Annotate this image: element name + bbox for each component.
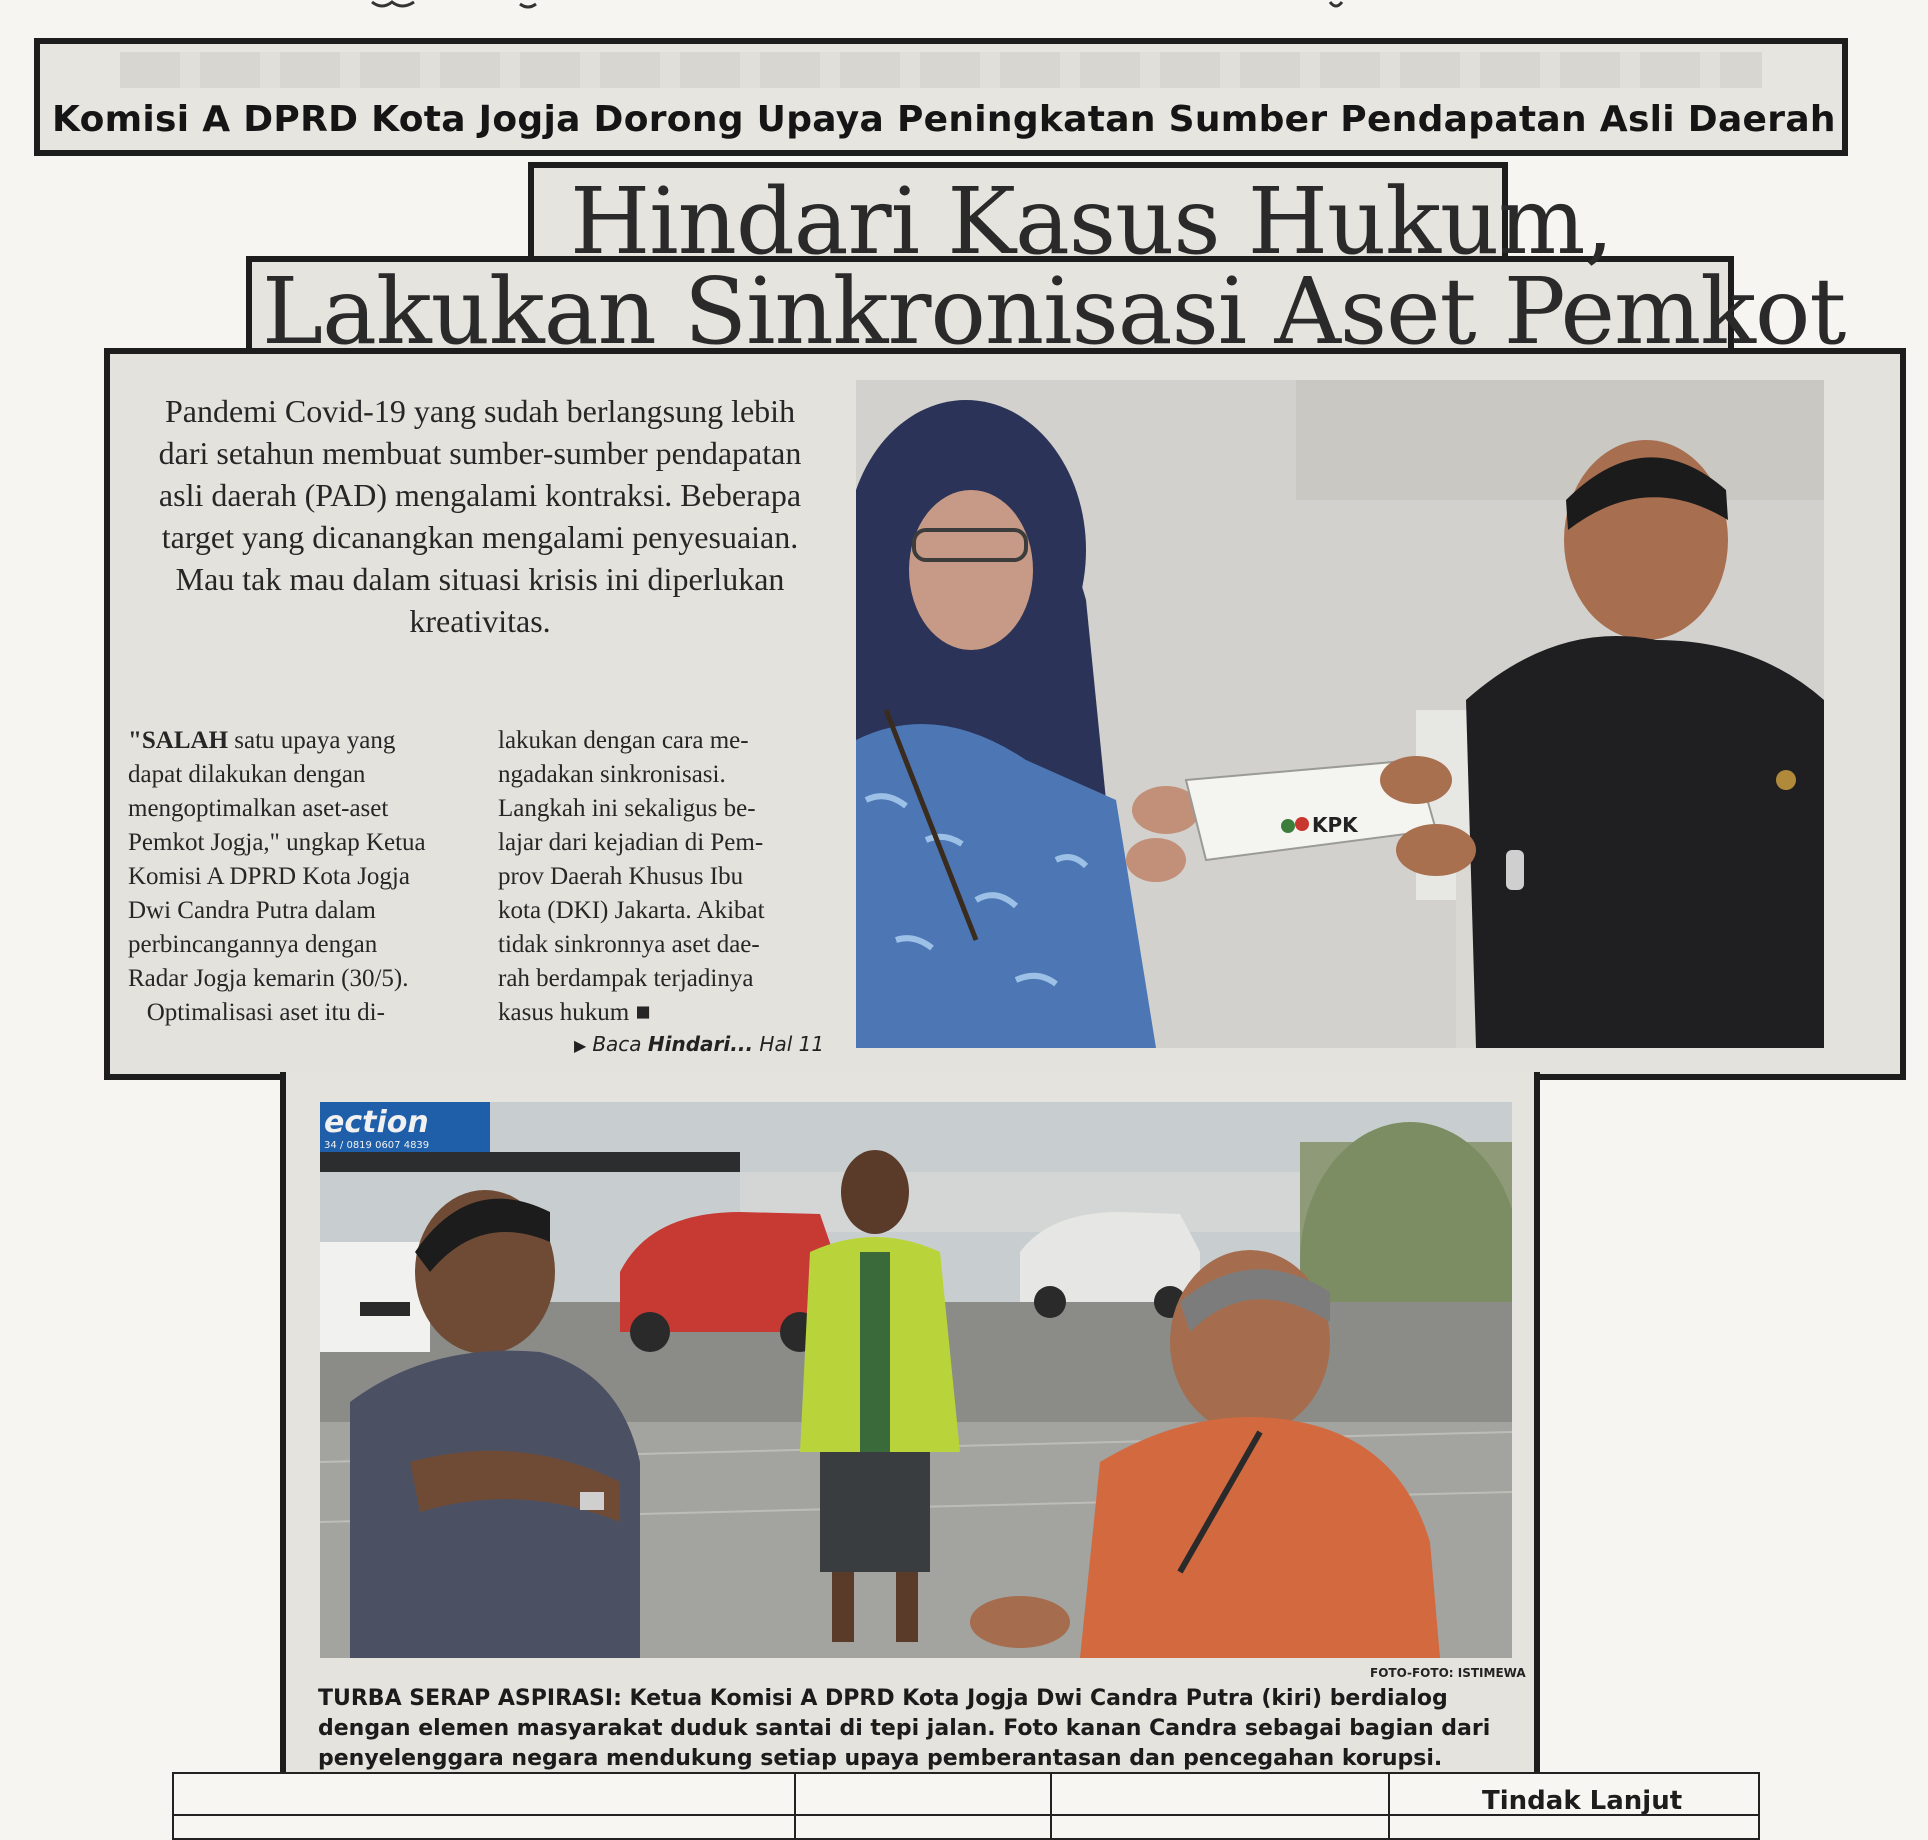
body-line: mengoptimalkan aset-aset: [128, 795, 389, 822]
kicker-frame: [34, 38, 1848, 156]
body-column-2: [498, 724, 834, 1030]
kpk-logo-text: KPK: [1312, 813, 1358, 837]
body-line: perbincangannya dengan: [128, 931, 378, 958]
body-line: Radar Jogja kemarin (30/5).: [128, 965, 409, 992]
photo-street-drawing: [320, 1102, 1512, 1658]
top-scribble: [0, 0, 1928, 14]
body-line: Dwi Candra Putra dalam: [128, 897, 376, 924]
handwriting-marks: [0, 0, 1928, 14]
body-column-1: [128, 724, 464, 1030]
shop-sign-text: ection: [324, 1105, 429, 1140]
photo-caption: [318, 1684, 1512, 1774]
body-line: ngadakan sinkronisasi.: [498, 761, 726, 788]
drop-lead: "SALAH: [128, 727, 229, 754]
body-line: prov Daerah Khusus Ibu: [498, 863, 744, 890]
shop-phone-text: 34 / 0819 0607 4839: [324, 1140, 430, 1151]
triangle-right-icon: ▶: [574, 1036, 587, 1055]
caption-lead: TURBA SERAP ASPIRASI:: [318, 1686, 622, 1711]
body-line: Komisi A DPRD Kota Jogja: [128, 863, 410, 890]
lede-paragraph: Pandemi Covid-19 yang sudah berlangsung lebih dari setahun membuat sumber-sumber pendapatan asli daerah (PAD) mengalami kontraksi. Beberapa target yang dicanangkan mengalami penyesuaian. Mau tak mau dalam situasi krisis ini diperlukan kreativitas.: [158, 393, 802, 639]
photo-handover: [856, 380, 1824, 1048]
jump-line: ▶ Baca Hindari... Hal 11: [574, 1032, 825, 1056]
body-line: dapat dilakukan dengan: [128, 761, 366, 788]
photo-credit: FOTO-FOTO: ISTIMEWA: [1370, 1666, 1526, 1680]
body-line: "SALAH satu upaya yang: [128, 727, 396, 754]
table-divider: [1388, 1774, 1390, 1838]
table-divider: [1050, 1774, 1052, 1838]
body-line: tidak sinkronnya aset dae-: [498, 931, 760, 958]
photo-street-dialog: [320, 1102, 1512, 1658]
table-header-tindak-lanjut: Tindak Lanjut: [1482, 1786, 1683, 1816]
kicker-text: Komisi A DPRD Kota Jogja Dorong Upaya Peningkatan Sumber Pendapatan Asli Daerah: [52, 99, 1836, 140]
table-divider: [794, 1774, 796, 1838]
headline-line2: Lakukan Sinkronisasi Aset Pemkot: [262, 258, 1846, 365]
caption-text: Ketua Komisi A DPRD Kota Jogja Dwi Candra Putra (kiri) berdialog dengan elemen masyarakat duduk santai di tepi jalan. Foto kanan Candra sebagai bagian dari penyelenggara negara mendukung setiap upaya pemberantasan dan pencegahan korupsi.: [318, 1686, 1491, 1771]
headline-line1: Hindari Kasus Hukum,: [570, 168, 1613, 275]
body-line: Pemkot Jogja," ungkap Ketua: [128, 829, 426, 856]
body-line: lakukan dengan cara me-: [498, 727, 749, 754]
body-line: Optimalisasi aset itu di-: [128, 999, 385, 1026]
photo-handover-drawing: [856, 380, 1824, 1048]
body-line: lajar dari kejadian di Pem-: [498, 829, 764, 856]
body-line: kota (DKI) Jakarta. Akibat: [498, 897, 765, 924]
bleed-through-strip: [120, 52, 1762, 88]
body-line: kasus hukum ■: [498, 999, 651, 1026]
body-line: rah berdampak terjadinya: [498, 965, 754, 992]
body-line: Langkah ini sekaligus be-: [498, 795, 756, 822]
